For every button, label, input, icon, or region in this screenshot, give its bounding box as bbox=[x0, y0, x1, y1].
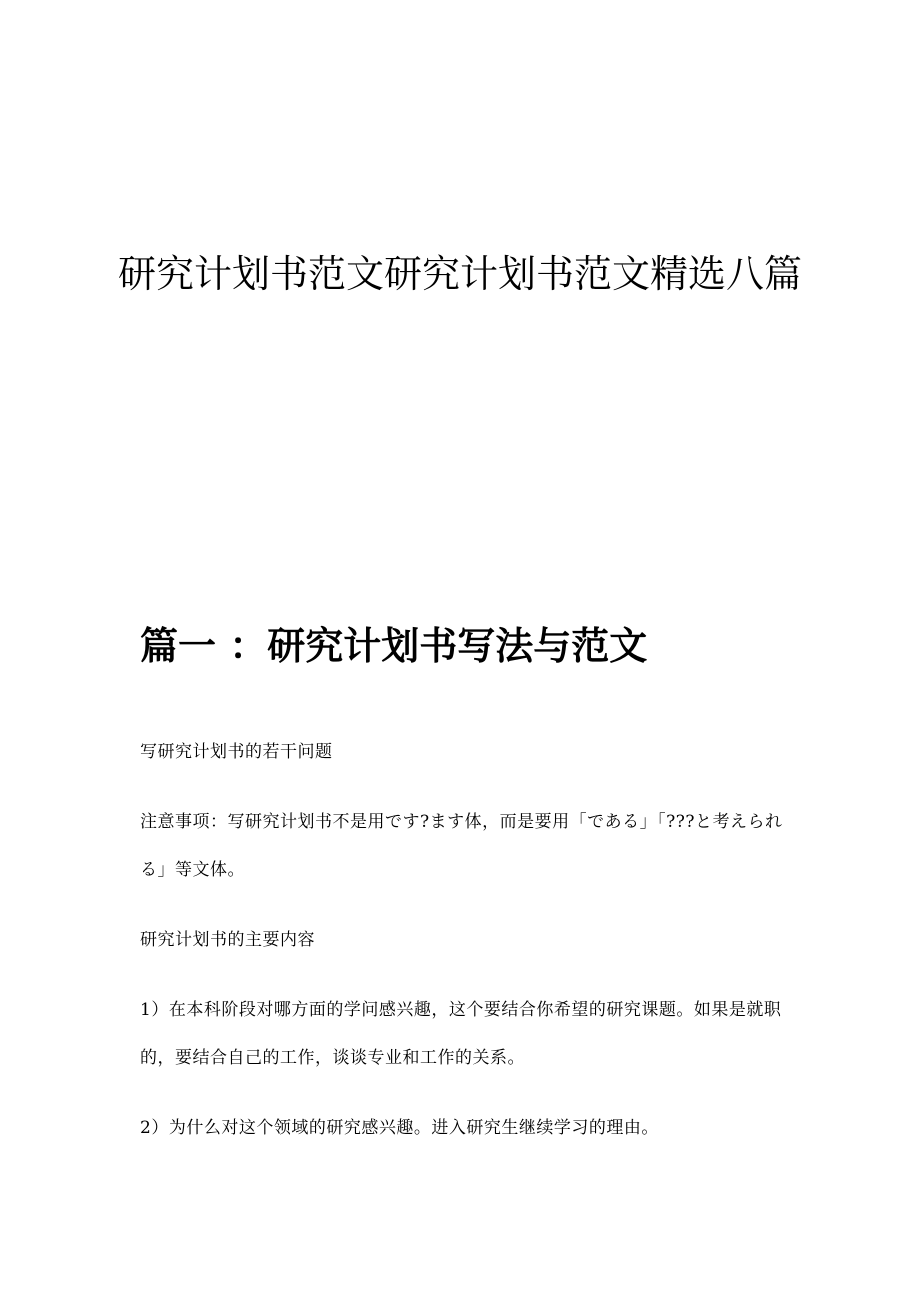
paragraph: 写研究计划书的若干问题 bbox=[140, 742, 333, 762]
paragraph: 2）为什么对这个领域的研究感兴趣。进入研究生继续学习的理由。 bbox=[140, 1118, 659, 1138]
paragraph: 研究计划书的主要内容 bbox=[140, 930, 315, 950]
paragraph: 注意事项：写研究计划书不是用です?ます体，而是要用「である」「???と考えられる」等文体。 bbox=[140, 812, 783, 880]
section-heading: 篇一 ：研究计划书写法与范文 bbox=[140, 623, 648, 668]
document-title: 研究计划书范文研究计划书范文精选八篇 bbox=[117, 252, 802, 296]
paragraph: 1）在本科阶段对哪方面的学问感兴趣，这个要结合你希望的研究课题。如果是就职的，要结合自己的工作，谈谈专业和工作的关系。 bbox=[140, 1000, 782, 1068]
